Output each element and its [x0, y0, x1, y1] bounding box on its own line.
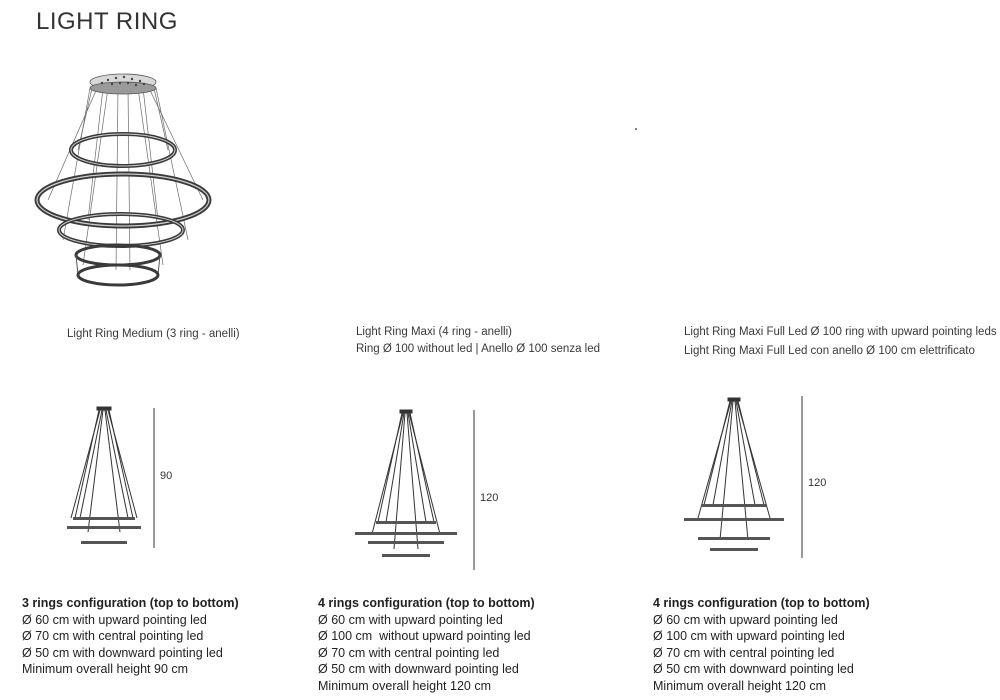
caption-line: Light Ring Maxi (4 ring - anelli) — [356, 326, 512, 338]
spec-line: Ø 50 cm with downward pointing led — [653, 662, 854, 676]
spec-line: Ø 60 cm with upward pointing led — [653, 612, 838, 627]
dimension-label: 90 — [160, 470, 173, 482]
spec-line: Minimum overall height 120 cm — [318, 678, 491, 693]
spec-line: Ø 70 cm with central pointing led — [22, 629, 204, 643]
spec-line: Ø 100 cm with upward pointing led — [653, 629, 845, 643]
spec-3-rings — [22, 595, 239, 678]
spec-title: 4 rings configuration (top to bottom) — [318, 596, 535, 610]
light-ring-illustration — [28, 70, 228, 310]
spec-title: 4 rings configuration (top to bottom) — [653, 596, 870, 610]
page-title: LIGHT RING — [36, 8, 178, 35]
stray-dot — [635, 128, 637, 130]
spec-line: Ø 70 cm with central pointing led — [653, 645, 835, 660]
caption-maxi — [356, 324, 600, 358]
caption-line: Light Ring Maxi Full Led Ø 100 ring with upward pointing leds — [684, 326, 997, 338]
spec-line: Minimum overall height 90 cm — [22, 662, 189, 676]
spec-line: Ø 60 cm with upward pointing led — [22, 612, 207, 627]
drawing-3-rings — [55, 400, 195, 555]
spec-line: Ø 60 cm with upward pointing led — [318, 612, 503, 627]
spec-line: Ø 100 cm without upward pointing led — [318, 629, 531, 643]
caption-line: Ring Ø 100 without led | Anello Ø 100 senza led — [356, 343, 601, 355]
spec-line: Minimum overall height 120 cm — [653, 678, 826, 693]
caption-line: Light Ring Medium (3 ring - anelli) — [67, 328, 240, 340]
spec-title: 3 rings configuration (top to bottom) — [22, 596, 239, 610]
caption-line: Light Ring Maxi Full Led con anello Ø 100 cm elettrificato — [684, 345, 975, 357]
spec-line: Ø 50 cm with downward pointing led — [318, 662, 519, 676]
drawing-4-rings-maxi-full-led — [678, 392, 838, 562]
dimension-label: 120 — [480, 492, 499, 504]
dimension-label: 120 — [808, 477, 827, 489]
caption-maxi-full-led — [684, 323, 997, 361]
caption-medium — [67, 326, 240, 343]
spec-4-rings-maxi — [318, 595, 535, 694]
spec-4-rings-maxi-full-led — [653, 595, 870, 694]
drawing-4-rings-maxi — [350, 404, 520, 574]
spec-line: Ø 70 cm with central pointing led — [318, 645, 500, 660]
spec-line: Ø 50 cm with downward pointing led — [22, 645, 223, 660]
